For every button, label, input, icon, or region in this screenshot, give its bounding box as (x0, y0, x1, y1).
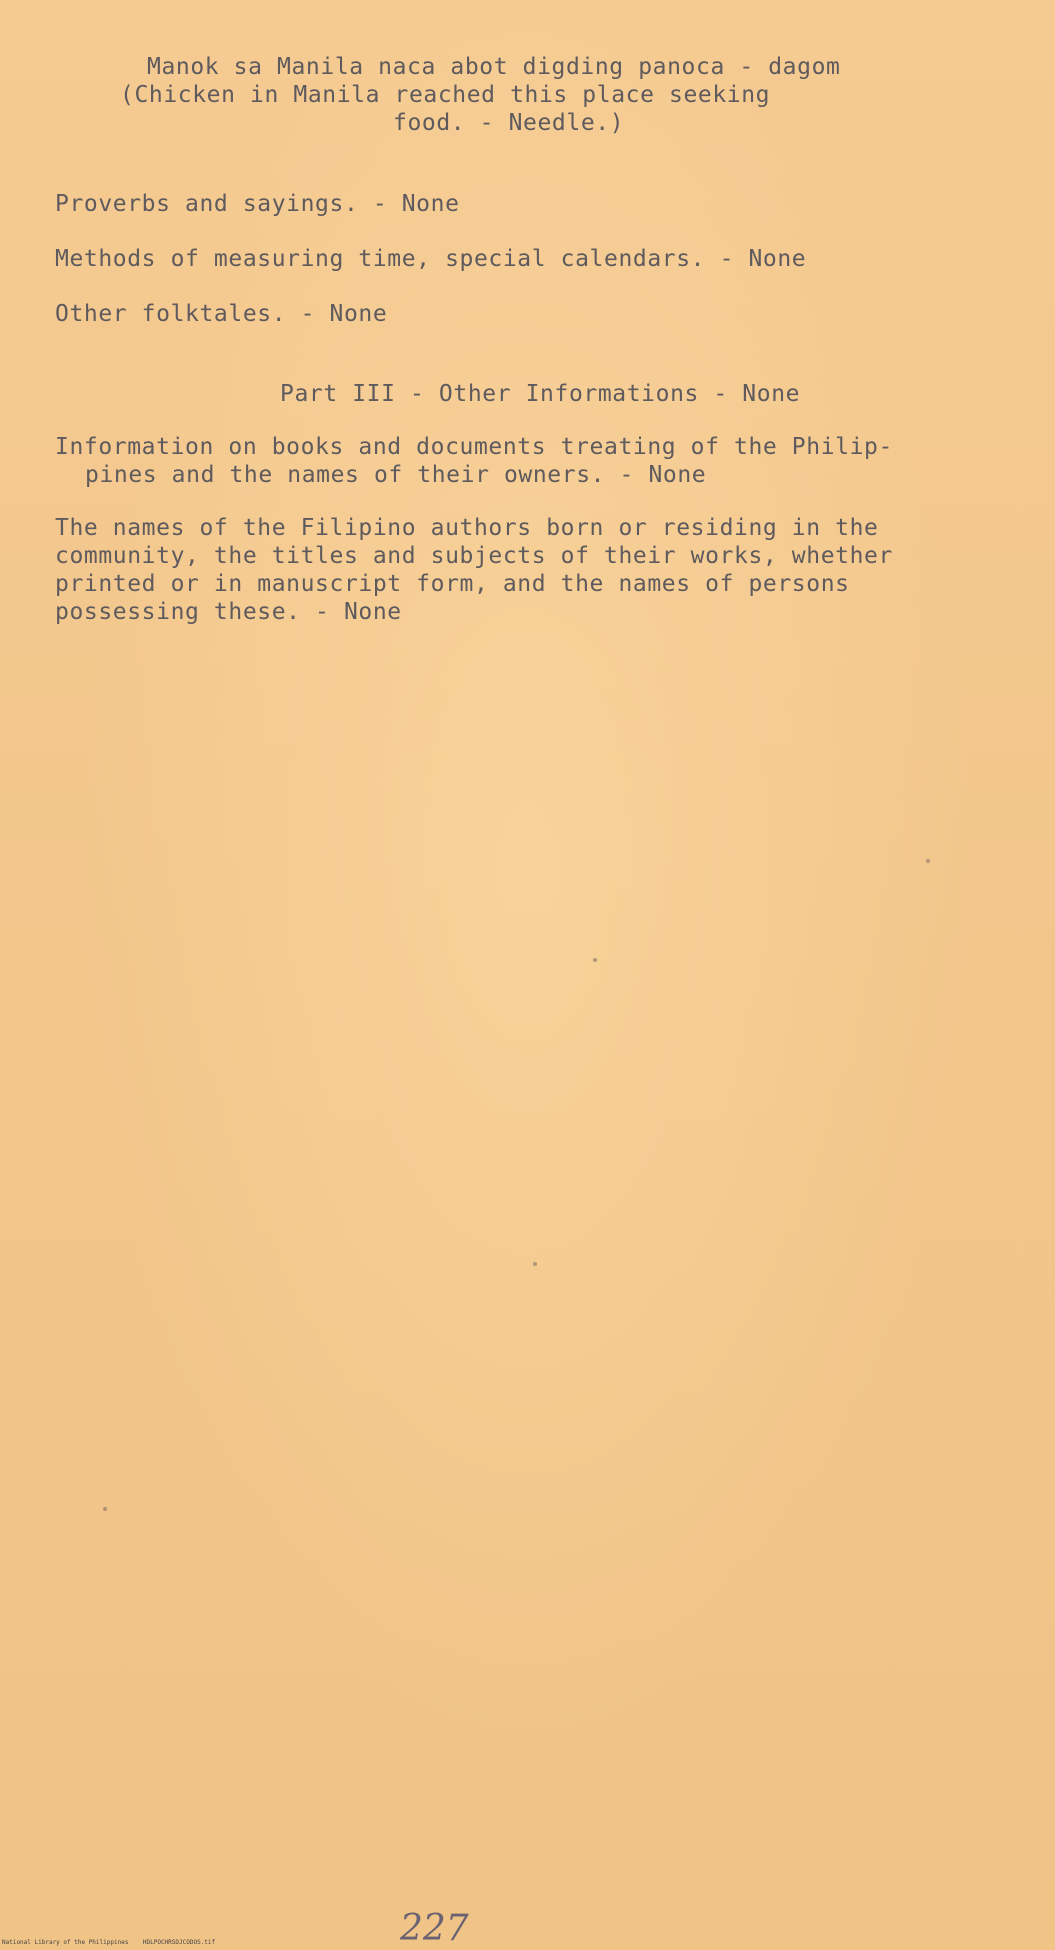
authors-info-line-3: printed or in manuscript form, and the names of persons (55, 571, 850, 597)
part3-heading: Part III - Other Informations - None (280, 381, 801, 407)
paper-speck (103, 1507, 107, 1511)
footer-caption: National Library of the Philippines HDLPOCHRSDJCODOS.tif (2, 1939, 216, 1946)
paper-speck (926, 859, 930, 863)
authors-info-line-1: The names of the Filipino authors born or residing in the (55, 515, 879, 541)
proverbs-line: Proverbs and sayings. - None (55, 191, 460, 217)
authors-info-line-2: community, the titles and subjects of their works, whether (55, 543, 893, 569)
paper-speck (533, 1262, 537, 1266)
measuring-time-line: Methods of measuring time, special calendars. - None (55, 246, 807, 272)
folktales-line: Other folktales. - None (55, 301, 388, 327)
page-number: 227 (400, 1908, 469, 1949)
paper-speck (593, 958, 597, 962)
riddle-line-3: food. - Needle.) (393, 110, 625, 136)
authors-info-line-4: possessing these. - None (55, 599, 402, 625)
books-info-line-1: Information on books and documents treating of the Philip- (55, 434, 893, 460)
books-info-line-2: pines and the names of their owners. - None (85, 462, 707, 488)
riddle-line-2: (Chicken in Manila reached this place seeking (120, 82, 771, 108)
riddle-line-1: Manok sa Manila naca abot digding panoca - dagom (147, 54, 841, 80)
